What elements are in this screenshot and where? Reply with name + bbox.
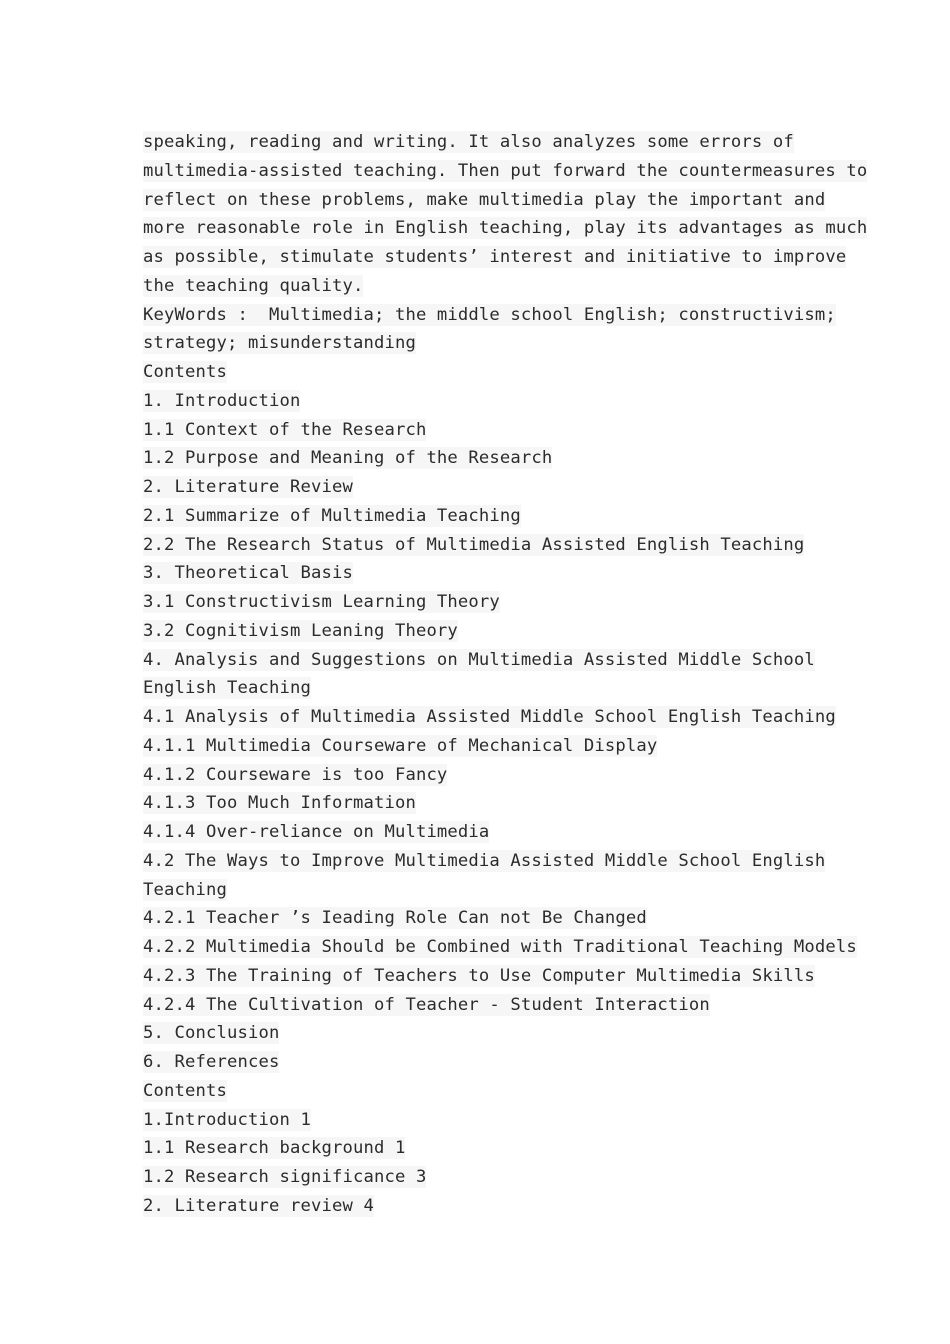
abstract-line: speaking, reading and writing. It also analyzes some errors of	[143, 132, 794, 152]
abstract-line: as possible, stimulate students’ interest and initiative to improve	[143, 247, 847, 267]
document-page	[143, 128, 868, 1221]
toc-entry: 4.2.2 Multimedia Should be Combined with Traditional Teaching Models	[143, 937, 857, 957]
toc-entry: 2. Literature review 4	[143, 1195, 374, 1216]
toc-entry: 1.1 Research background 1	[143, 1138, 406, 1159]
toc-entry: 1.2 Purpose and Meaning of the Research	[143, 448, 553, 469]
toc-entry: 3. Theoretical Basis	[143, 563, 353, 584]
toc-entry: Teaching	[143, 879, 227, 900]
toc-entry: 4.2.4 The Cultivation of Teacher - Student Interaction	[143, 994, 710, 1015]
toc-entry: 4.1.2 Courseware is too Fancy	[143, 764, 448, 785]
toc-entry: 4.2.1 Teacher ’s Ieading Role Can not Be Changed	[143, 908, 647, 929]
toc-entry: 1. Introduction	[143, 390, 301, 411]
toc-entry: 1.1 Context of the Research	[143, 419, 427, 440]
toc-entry: 6. References	[143, 1052, 280, 1072]
toc-entry: 4.1 Analysis of Multimedia Assisted Middle School English Teaching	[143, 707, 836, 727]
toc-entry: 2. Literature Review	[143, 477, 353, 497]
keywords-line: strategy; misunderstanding	[143, 333, 416, 354]
contents-heading: Contents	[143, 1080, 227, 1101]
contents-heading: Contents	[143, 362, 227, 382]
abstract-line: the teaching quality.	[143, 275, 364, 296]
toc-entry: 2.2 The Research Status of Multimedia Assisted English Teaching	[143, 534, 805, 555]
toc-entry: 2.1 Summarize of Multimedia Teaching	[143, 505, 521, 526]
keywords-line: KeyWords : Multimedia; the middle school English; constructivism;	[143, 304, 836, 325]
toc-entry: 4.1.3 Too Much Information	[143, 793, 416, 814]
toc-entry: 5. Conclusion	[143, 1023, 280, 1044]
toc-entry: 4.2.3 The Training of Teachers to Use Computer Multimedia Skills	[143, 965, 815, 986]
toc-entry: English Teaching	[143, 678, 311, 699]
toc-entry: 1.Introduction 1	[143, 1109, 311, 1130]
toc-entry: 4.1.4 Over-reliance on Multimedia	[143, 822, 490, 842]
toc-entry: 3.2 Cognitivism Leaning Theory	[143, 620, 458, 641]
abstract-line: reflect on these problems, make multimedia play the important and	[143, 189, 826, 210]
toc-entry: 1.2 Research significance 3	[143, 1167, 427, 1187]
toc-entry: 4. Analysis and Suggestions on Multimedia Assisted Middle School	[143, 649, 815, 670]
toc-entry: 4.2 The Ways to Improve Multimedia Assisted Middle School English	[143, 850, 826, 871]
abstract-line: more reasonable role in English teaching, play its advantages as much	[143, 218, 868, 239]
toc-entry: 4.1.1 Multimedia Courseware of Mechanical Display	[143, 735, 658, 756]
abstract-line: multimedia-assisted teaching. Then put forward the countermeasures to	[143, 160, 868, 181]
toc-entry: 3.1 Constructivism Learning Theory	[143, 592, 500, 612]
